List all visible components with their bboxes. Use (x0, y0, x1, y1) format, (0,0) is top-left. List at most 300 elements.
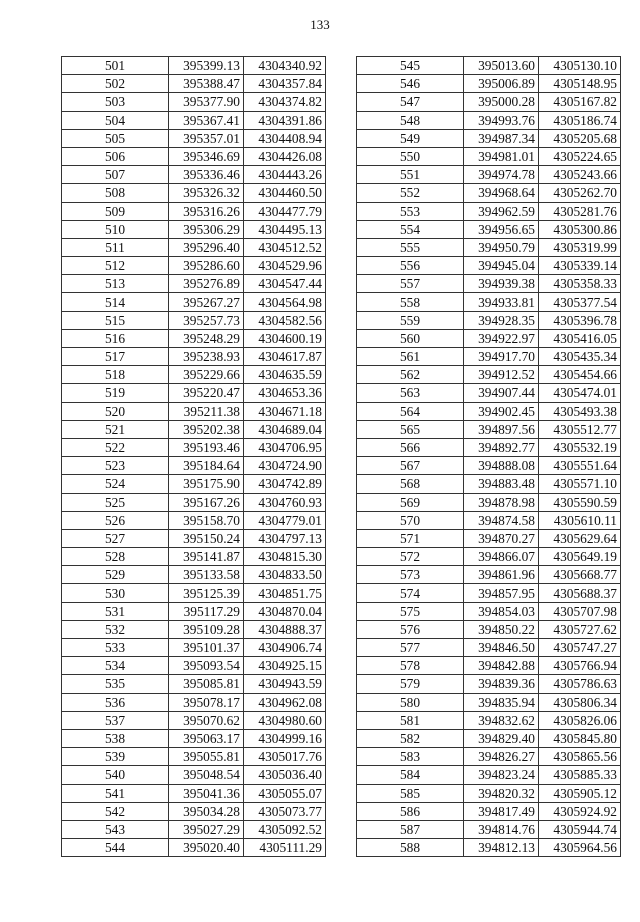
x-coordinate-cell: 394933.81 (464, 293, 539, 311)
y-coordinate-cell: 4305036.40 (244, 766, 326, 784)
point-number-cell: 587 (357, 820, 464, 838)
table-row (357, 111, 621, 129)
x-coordinate-cell: 394829.40 (464, 729, 539, 747)
point-number-cell: 534 (62, 657, 169, 675)
y-coordinate-cell: 4305092.52 (244, 820, 326, 838)
x-coordinate-cell: 394846.50 (464, 639, 539, 657)
point-number-cell: 546 (357, 75, 464, 93)
x-coordinate-cell: 394939.38 (464, 275, 539, 293)
x-coordinate-cell: 394974.78 (464, 166, 539, 184)
point-number-cell: 513 (62, 275, 169, 293)
x-coordinate-cell: 394912.52 (464, 366, 539, 384)
coordinates-table-right-body (357, 57, 621, 857)
x-coordinate-cell: 395326.32 (169, 184, 244, 202)
point-number-cell: 506 (62, 147, 169, 165)
table-row (357, 748, 621, 766)
y-coordinate-cell: 4305224.65 (539, 147, 621, 165)
x-coordinate-cell: 395034.28 (169, 802, 244, 820)
table-row (357, 166, 621, 184)
y-coordinate-cell: 4305167.82 (539, 93, 621, 111)
point-number-cell: 540 (62, 766, 169, 784)
table-row (62, 220, 326, 238)
point-number-cell: 552 (357, 184, 464, 202)
x-coordinate-cell: 395000.28 (464, 93, 539, 111)
point-number-cell: 564 (357, 402, 464, 420)
x-coordinate-cell: 395267.27 (169, 293, 244, 311)
point-number-cell: 541 (62, 784, 169, 802)
y-coordinate-cell: 4305766.94 (539, 657, 621, 675)
point-number-cell: 586 (357, 802, 464, 820)
y-coordinate-cell: 4305629.64 (539, 529, 621, 547)
table-row (357, 475, 621, 493)
x-coordinate-cell: 395167.26 (169, 493, 244, 511)
x-coordinate-cell: 395399.13 (169, 57, 244, 75)
point-number-cell: 502 (62, 75, 169, 93)
table-row (357, 438, 621, 456)
y-coordinate-cell: 4304564.98 (244, 293, 326, 311)
table-row (357, 784, 621, 802)
y-coordinate-cell: 4305747.27 (539, 639, 621, 657)
x-coordinate-cell: 394993.76 (464, 111, 539, 129)
table-row (357, 257, 621, 275)
y-coordinate-cell: 4304443.26 (244, 166, 326, 184)
y-coordinate-cell: 4304797.13 (244, 529, 326, 547)
point-number-cell: 511 (62, 238, 169, 256)
y-coordinate-cell: 4304742.89 (244, 475, 326, 493)
table-row (62, 511, 326, 529)
point-number-cell: 508 (62, 184, 169, 202)
y-coordinate-cell: 4304477.79 (244, 202, 326, 220)
point-number-cell: 574 (357, 584, 464, 602)
point-number-cell: 503 (62, 93, 169, 111)
x-coordinate-cell: 394956.65 (464, 220, 539, 238)
y-coordinate-cell: 4304600.19 (244, 329, 326, 347)
point-number-cell: 570 (357, 511, 464, 529)
y-coordinate-cell: 4304851.75 (244, 584, 326, 602)
point-number-cell: 549 (357, 129, 464, 147)
y-coordinate-cell: 4305806.34 (539, 693, 621, 711)
point-number-cell: 555 (357, 238, 464, 256)
point-number-cell: 529 (62, 566, 169, 584)
point-number-cell: 557 (357, 275, 464, 293)
table-row (357, 584, 621, 602)
table-row (357, 329, 621, 347)
point-number-cell: 533 (62, 639, 169, 657)
table-row (62, 366, 326, 384)
y-coordinate-cell: 4305512.77 (539, 420, 621, 438)
table-row (62, 639, 326, 657)
y-coordinate-cell: 4304779.01 (244, 511, 326, 529)
table-row (62, 784, 326, 802)
x-coordinate-cell: 395316.26 (169, 202, 244, 220)
x-coordinate-cell: 395367.41 (169, 111, 244, 129)
table-row (357, 802, 621, 820)
x-coordinate-cell: 394835.94 (464, 693, 539, 711)
y-coordinate-cell: 4304374.82 (244, 93, 326, 111)
point-number-cell: 565 (357, 420, 464, 438)
y-coordinate-cell: 4305339.14 (539, 257, 621, 275)
y-coordinate-cell: 4304925.15 (244, 657, 326, 675)
table-row (357, 566, 621, 584)
point-number-cell: 566 (357, 438, 464, 456)
table-row (62, 93, 326, 111)
point-number-cell: 573 (357, 566, 464, 584)
x-coordinate-cell: 395229.66 (169, 366, 244, 384)
table-row (357, 311, 621, 329)
x-coordinate-cell: 395286.60 (169, 257, 244, 275)
table-row (62, 457, 326, 475)
point-number-cell: 575 (357, 602, 464, 620)
table-row (357, 293, 621, 311)
y-coordinate-cell: 4304689.04 (244, 420, 326, 438)
y-coordinate-cell: 4305610.11 (539, 511, 621, 529)
y-coordinate-cell: 4304833.50 (244, 566, 326, 584)
y-coordinate-cell: 4305243.66 (539, 166, 621, 184)
point-number-cell: 523 (62, 457, 169, 475)
point-number-cell: 563 (357, 384, 464, 402)
x-coordinate-cell: 395211.38 (169, 402, 244, 420)
table-row (62, 802, 326, 820)
y-coordinate-cell: 4305551.64 (539, 457, 621, 475)
table-row (357, 275, 621, 293)
x-coordinate-cell: 394861.96 (464, 566, 539, 584)
table-row (62, 57, 326, 75)
x-coordinate-cell: 395048.54 (169, 766, 244, 784)
point-number-cell: 545 (357, 57, 464, 75)
point-number-cell: 579 (357, 675, 464, 693)
y-coordinate-cell: 4304653.36 (244, 384, 326, 402)
y-coordinate-cell: 4304391.86 (244, 111, 326, 129)
point-number-cell: 559 (357, 311, 464, 329)
point-number-cell: 553 (357, 202, 464, 220)
x-coordinate-cell: 394902.45 (464, 402, 539, 420)
x-coordinate-cell: 394922.97 (464, 329, 539, 347)
y-coordinate-cell: 4304999.16 (244, 729, 326, 747)
x-coordinate-cell: 395175.90 (169, 475, 244, 493)
point-number-cell: 578 (357, 657, 464, 675)
point-number-cell: 582 (357, 729, 464, 747)
table-row (357, 729, 621, 747)
point-number-cell: 519 (62, 384, 169, 402)
x-coordinate-cell: 395109.28 (169, 620, 244, 638)
table-row (62, 584, 326, 602)
x-coordinate-cell: 395085.81 (169, 675, 244, 693)
point-number-cell: 537 (62, 711, 169, 729)
point-number-cell: 531 (62, 602, 169, 620)
y-coordinate-cell: 4305964.56 (539, 839, 621, 857)
x-coordinate-cell: 395377.90 (169, 93, 244, 111)
page-number: 133 (310, 17, 330, 32)
y-coordinate-cell: 4305924.92 (539, 802, 621, 820)
x-coordinate-cell: 395125.39 (169, 584, 244, 602)
point-number-cell: 556 (357, 257, 464, 275)
y-coordinate-cell: 4304408.94 (244, 129, 326, 147)
x-coordinate-cell: 394878.98 (464, 493, 539, 511)
x-coordinate-cell: 395093.54 (169, 657, 244, 675)
table-row (357, 602, 621, 620)
table-row (62, 311, 326, 329)
y-coordinate-cell: 4305786.63 (539, 675, 621, 693)
y-coordinate-cell: 4305416.05 (539, 329, 621, 347)
table-row (62, 748, 326, 766)
table-row (62, 548, 326, 566)
x-coordinate-cell: 394812.13 (464, 839, 539, 857)
y-coordinate-cell: 4305590.59 (539, 493, 621, 511)
point-number-cell: 550 (357, 147, 464, 165)
x-coordinate-cell: 394857.95 (464, 584, 539, 602)
point-number-cell: 528 (62, 548, 169, 566)
table-row (62, 184, 326, 202)
table-row (62, 75, 326, 93)
x-coordinate-cell: 395346.69 (169, 147, 244, 165)
y-coordinate-cell: 4305571.10 (539, 475, 621, 493)
y-coordinate-cell: 4305073.77 (244, 802, 326, 820)
point-number-cell: 538 (62, 729, 169, 747)
table-row (357, 820, 621, 838)
x-coordinate-cell: 395041.36 (169, 784, 244, 802)
y-coordinate-cell: 4305474.01 (539, 384, 621, 402)
table-row (62, 329, 326, 347)
table-row (357, 202, 621, 220)
y-coordinate-cell: 4305377.54 (539, 293, 621, 311)
point-number-cell: 539 (62, 748, 169, 766)
point-number-cell: 525 (62, 493, 169, 511)
y-coordinate-cell: 4305688.37 (539, 584, 621, 602)
table-row (357, 93, 621, 111)
x-coordinate-cell: 394950.79 (464, 238, 539, 256)
x-coordinate-cell: 394832.62 (464, 711, 539, 729)
table-row (357, 220, 621, 238)
table-row (62, 711, 326, 729)
y-coordinate-cell: 4305707.98 (539, 602, 621, 620)
point-number-cell: 505 (62, 129, 169, 147)
y-coordinate-cell: 4304635.59 (244, 366, 326, 384)
point-number-cell: 532 (62, 620, 169, 638)
table-row (62, 384, 326, 402)
y-coordinate-cell: 4305186.74 (539, 111, 621, 129)
x-coordinate-cell: 395027.29 (169, 820, 244, 838)
table-row (62, 129, 326, 147)
point-number-cell: 509 (62, 202, 169, 220)
coordinates-table-right (356, 56, 621, 857)
y-coordinate-cell: 4304888.37 (244, 620, 326, 638)
table-row (357, 711, 621, 729)
point-number-cell: 581 (357, 711, 464, 729)
point-number-cell: 588 (357, 839, 464, 857)
y-coordinate-cell: 4304460.50 (244, 184, 326, 202)
point-number-cell: 521 (62, 420, 169, 438)
y-coordinate-cell: 4304943.59 (244, 675, 326, 693)
y-coordinate-cell: 4305865.56 (539, 748, 621, 766)
x-coordinate-cell: 395078.17 (169, 693, 244, 711)
y-coordinate-cell: 4305454.66 (539, 366, 621, 384)
x-coordinate-cell: 394987.34 (464, 129, 539, 147)
y-coordinate-cell: 4304671.18 (244, 402, 326, 420)
y-coordinate-cell: 4305727.62 (539, 620, 621, 638)
point-number-cell: 576 (357, 620, 464, 638)
x-coordinate-cell: 394842.88 (464, 657, 539, 675)
table-row (62, 257, 326, 275)
table-row (62, 766, 326, 784)
table-row (357, 420, 621, 438)
table-row (62, 820, 326, 838)
point-number-cell: 522 (62, 438, 169, 456)
x-coordinate-cell: 394981.01 (464, 147, 539, 165)
table-row (62, 238, 326, 256)
y-coordinate-cell: 4305826.06 (539, 711, 621, 729)
table-row (357, 147, 621, 165)
y-coordinate-cell: 4305845.80 (539, 729, 621, 747)
y-coordinate-cell: 4305532.19 (539, 438, 621, 456)
table-row (62, 729, 326, 747)
x-coordinate-cell: 395193.46 (169, 438, 244, 456)
table-row (357, 348, 621, 366)
table-row (357, 675, 621, 693)
point-number-cell: 584 (357, 766, 464, 784)
y-coordinate-cell: 4305148.95 (539, 75, 621, 93)
table-row (62, 839, 326, 857)
point-number-cell: 585 (357, 784, 464, 802)
table-row (62, 566, 326, 584)
point-number-cell: 516 (62, 329, 169, 347)
y-coordinate-cell: 4305649.19 (539, 548, 621, 566)
x-coordinate-cell: 395117.29 (169, 602, 244, 620)
y-coordinate-cell: 4305262.70 (539, 184, 621, 202)
x-coordinate-cell: 395306.29 (169, 220, 244, 238)
point-number-cell: 527 (62, 529, 169, 547)
y-coordinate-cell: 4304547.44 (244, 275, 326, 293)
point-number-cell: 554 (357, 220, 464, 238)
y-coordinate-cell: 4305435.34 (539, 348, 621, 366)
table-row (357, 766, 621, 784)
y-coordinate-cell: 4305885.33 (539, 766, 621, 784)
point-number-cell: 561 (357, 348, 464, 366)
table-row (62, 293, 326, 311)
table-row (62, 348, 326, 366)
table-row (62, 475, 326, 493)
y-coordinate-cell: 4305944.74 (539, 820, 621, 838)
table-row (62, 275, 326, 293)
table-row (62, 693, 326, 711)
y-coordinate-cell: 4305281.76 (539, 202, 621, 220)
point-number-cell: 535 (62, 675, 169, 693)
point-number-cell: 558 (357, 293, 464, 311)
y-coordinate-cell: 4305396.78 (539, 311, 621, 329)
table-row (62, 620, 326, 638)
x-coordinate-cell: 394817.49 (464, 802, 539, 820)
x-coordinate-cell: 395257.73 (169, 311, 244, 329)
point-number-cell: 560 (357, 329, 464, 347)
point-number-cell: 580 (357, 693, 464, 711)
table-row (357, 238, 621, 256)
y-coordinate-cell: 4304706.95 (244, 438, 326, 456)
point-number-cell: 526 (62, 511, 169, 529)
y-coordinate-cell: 4305205.68 (539, 129, 621, 147)
y-coordinate-cell: 4304529.96 (244, 257, 326, 275)
x-coordinate-cell: 394892.77 (464, 438, 539, 456)
point-number-cell: 515 (62, 311, 169, 329)
y-coordinate-cell: 4304495.13 (244, 220, 326, 238)
y-coordinate-cell: 4305017.76 (244, 748, 326, 766)
x-coordinate-cell: 395020.40 (169, 839, 244, 857)
point-number-cell: 510 (62, 220, 169, 238)
y-coordinate-cell: 4304340.92 (244, 57, 326, 75)
table-row (62, 602, 326, 620)
table-row (357, 839, 621, 857)
x-coordinate-cell: 395013.60 (464, 57, 539, 75)
x-coordinate-cell: 394839.36 (464, 675, 539, 693)
x-coordinate-cell: 395184.64 (169, 457, 244, 475)
x-coordinate-cell: 394917.70 (464, 348, 539, 366)
x-coordinate-cell: 394883.48 (464, 475, 539, 493)
x-coordinate-cell: 395055.81 (169, 748, 244, 766)
x-coordinate-cell: 394968.64 (464, 184, 539, 202)
point-number-cell: 569 (357, 493, 464, 511)
x-coordinate-cell: 394874.58 (464, 511, 539, 529)
x-coordinate-cell: 395336.46 (169, 166, 244, 184)
table-row (62, 111, 326, 129)
x-coordinate-cell: 394897.56 (464, 420, 539, 438)
y-coordinate-cell: 4304962.08 (244, 693, 326, 711)
y-coordinate-cell: 4305300.86 (539, 220, 621, 238)
x-coordinate-cell: 395006.89 (464, 75, 539, 93)
x-coordinate-cell: 394870.27 (464, 529, 539, 547)
y-coordinate-cell: 4304870.04 (244, 602, 326, 620)
y-coordinate-cell: 4305905.12 (539, 784, 621, 802)
x-coordinate-cell: 395063.17 (169, 729, 244, 747)
table-row (357, 184, 621, 202)
x-coordinate-cell: 394854.03 (464, 602, 539, 620)
table-row (357, 639, 621, 657)
table-row (62, 147, 326, 165)
point-number-cell: 514 (62, 293, 169, 311)
x-coordinate-cell: 395276.89 (169, 275, 244, 293)
point-number-cell: 548 (357, 111, 464, 129)
point-number-cell: 577 (357, 639, 464, 657)
point-number-cell: 524 (62, 475, 169, 493)
coordinates-table-left (61, 56, 326, 857)
x-coordinate-cell: 394814.76 (464, 820, 539, 838)
table-row (62, 675, 326, 693)
x-coordinate-cell: 394820.32 (464, 784, 539, 802)
x-coordinate-cell: 394888.08 (464, 457, 539, 475)
x-coordinate-cell: 394928.35 (464, 311, 539, 329)
point-number-cell: 568 (357, 475, 464, 493)
y-coordinate-cell: 4304906.74 (244, 639, 326, 657)
point-number-cell: 520 (62, 402, 169, 420)
table-row (62, 529, 326, 547)
x-coordinate-cell: 395388.47 (169, 75, 244, 93)
table-row (357, 620, 621, 638)
table-row (62, 166, 326, 184)
y-coordinate-cell: 4304512.52 (244, 238, 326, 256)
x-coordinate-cell: 395070.62 (169, 711, 244, 729)
table-row (357, 493, 621, 511)
coordinates-table-left-body (62, 57, 326, 857)
table-row (357, 457, 621, 475)
y-coordinate-cell: 4304724.90 (244, 457, 326, 475)
table-row (357, 129, 621, 147)
table-row (357, 384, 621, 402)
x-coordinate-cell: 395158.70 (169, 511, 244, 529)
point-number-cell: 504 (62, 111, 169, 129)
table-row (62, 402, 326, 420)
point-number-cell: 544 (62, 839, 169, 857)
y-coordinate-cell: 4304760.93 (244, 493, 326, 511)
point-number-cell: 542 (62, 802, 169, 820)
point-number-cell: 501 (62, 57, 169, 75)
table-row (357, 75, 621, 93)
